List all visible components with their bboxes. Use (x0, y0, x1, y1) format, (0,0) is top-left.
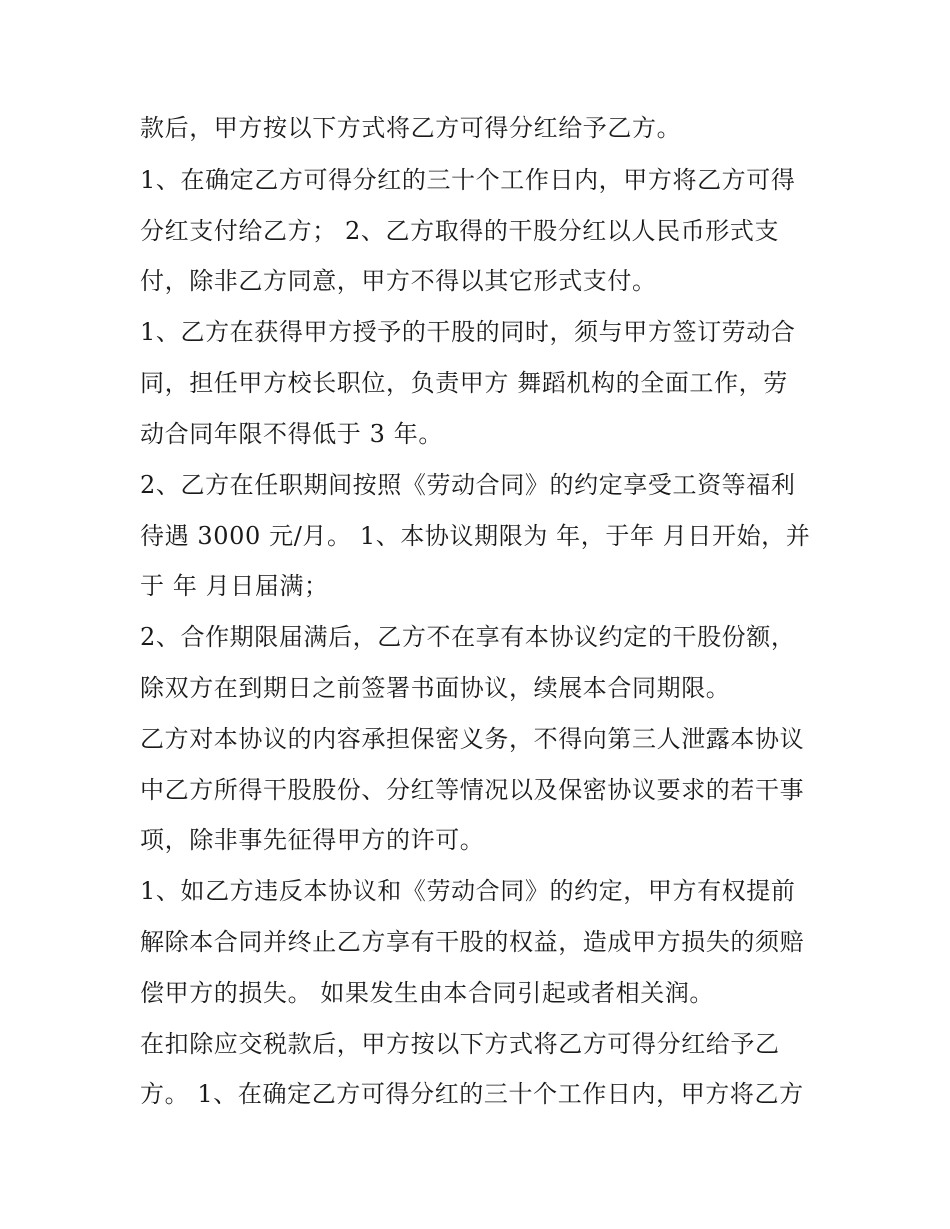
text-line: 待遇 3000 元/月。 1、本协议期限为 年，于年 月日开始，并 (140, 522, 811, 550)
text-line: 同，担任甲方校长职位，负责甲方 舞蹈机构的全面工作，劳 (140, 369, 788, 397)
text-line: 偿甲方的损失。 如果发生由本合同引起或者相关润。 (140, 979, 715, 1007)
text-line: 除双方在到期日之前签署书面协议，续展本合同期限。 (140, 674, 731, 702)
text-line: 分红支付给乙方； 2、乙方取得的干股分红以人民币形式支 (140, 217, 780, 245)
text-line: 付，除非乙方同意，甲方不得以其它形式支付。 (140, 267, 657, 295)
text-line: 方。 1、在确定乙方可得分红的三十个工作日内，甲方将乙方 (140, 1080, 804, 1108)
text-line: 1、如乙方违反本协议和《劳动合同》的约定，甲方有权提前 (140, 877, 796, 905)
text-line: 1、乙方在获得甲方授予的干股的同时，须与甲方签订劳动合 (140, 318, 796, 346)
text-line: 中乙方所得干股股份、分红等情况以及保密协议要求的若干事 (140, 776, 805, 804)
text-line: 动合同年限不得低于 3 年。 (140, 420, 443, 448)
text-line: 款后，甲方按以下方式将乙方可得分红给予乙方。 (140, 114, 682, 142)
text-line: 1、在确定乙方可得分红的三十个工作日内，甲方将乙方可得 (140, 166, 796, 194)
text-line: 乙方对本协议的内容承担保密义务，不得向第三人泄露本协议 (140, 725, 805, 753)
text-line: 项，除非事先征得甲方的许可。 (140, 826, 485, 854)
text-line: 2、合作期限届满后，乙方不在享有本协议约定的干股份额， (140, 623, 796, 651)
text-line: 解除本合同并终止乙方享有干股的权益，造成甲方损失的须赔 (140, 928, 805, 956)
text-line: 在扣除应交税款后，甲方按以下方式将乙方可得分红给予乙 (140, 1030, 780, 1058)
text-line: 于 年 月日届满； (140, 572, 329, 600)
text-line: 2、乙方在任职期间按照《劳动合同》的约定享受工资等福利 (140, 471, 796, 499)
